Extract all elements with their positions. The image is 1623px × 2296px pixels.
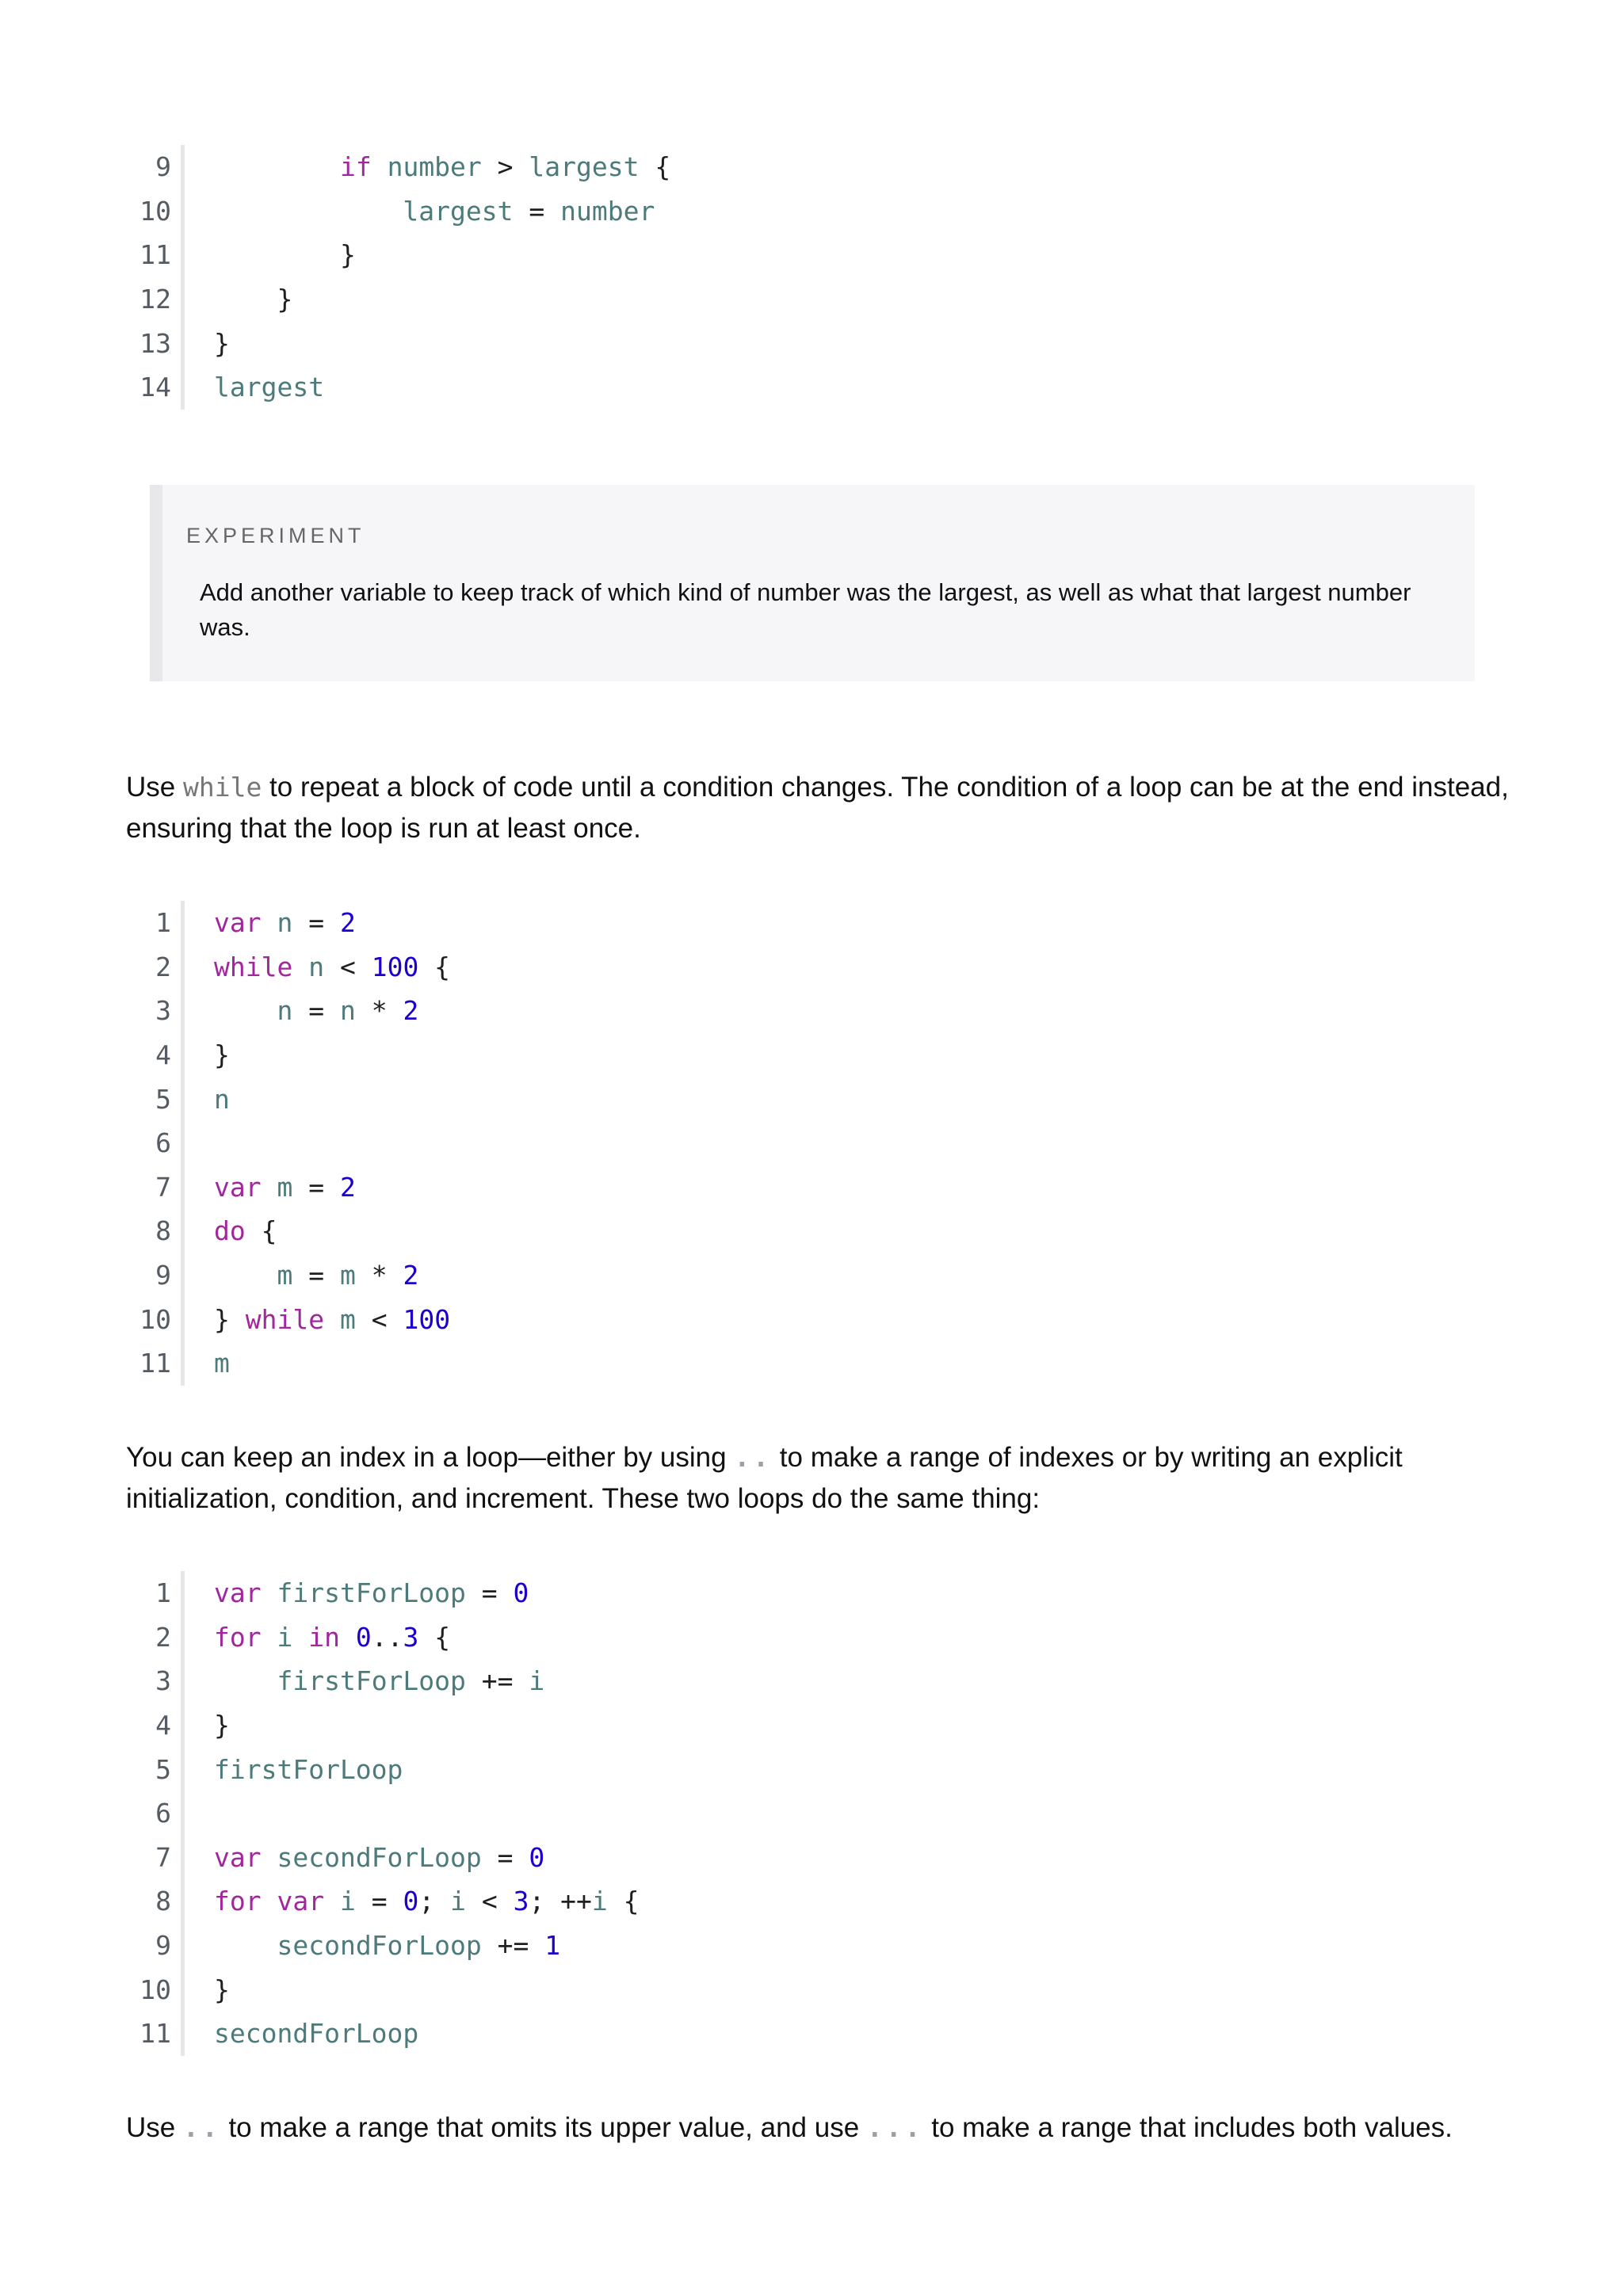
code-token [262, 907, 277, 938]
code-token: = [292, 995, 340, 1027]
gutter-divider [181, 189, 185, 234]
code-text [214, 284, 292, 315]
code-text [214, 1260, 418, 1291]
inline-code-half-open-range: .. [182, 2112, 221, 2143]
line-number: 9 [155, 151, 171, 183]
code-token [324, 1886, 340, 1917]
code-text [214, 907, 356, 938]
code-indent [214, 1260, 277, 1291]
code-token: firstForLoop [277, 1665, 466, 1697]
gutter-divider [181, 1703, 185, 1748]
code-text [214, 952, 450, 982]
code-text [214, 995, 418, 1026]
code-line [135, 189, 670, 234]
gutter-divider [181, 1879, 185, 1924]
code-indent [214, 239, 340, 270]
code-indent [214, 995, 277, 1026]
gutter-divider [181, 233, 185, 277]
inline-code-while: while [182, 772, 262, 803]
code-line [135, 1077, 450, 1121]
code-text [214, 2018, 418, 2049]
gutter-divider [181, 2012, 185, 2056]
code-line [135, 1033, 450, 1077]
line-number: 7 [155, 1171, 171, 1203]
paragraph-while: Use while to repeat a block of code until a condition changes. The condition of a loop can be at the end instead, ensuring that the loop is run at least once. [126, 772, 1509, 844]
code-text [214, 1304, 450, 1335]
line-number: 12 [139, 284, 171, 315]
gutter-divider [181, 1747, 185, 1791]
code-token: m [339, 1260, 356, 1291]
code-token: } [214, 327, 230, 359]
code-token [372, 151, 388, 182]
code-line [135, 1121, 450, 1165]
code-token: n [308, 951, 325, 982]
line-number: 3 [155, 1665, 171, 1697]
code-token: do [214, 1215, 246, 1247]
code-token: var [214, 1841, 262, 1873]
gutter-divider [181, 1033, 185, 1077]
code-token: 100 [371, 951, 419, 982]
code-token [324, 1304, 340, 1335]
code-token: = [292, 1171, 340, 1203]
code-token: m [214, 1348, 230, 1379]
inline-code-range: .. [734, 1442, 773, 1473]
code-text [214, 1710, 230, 1741]
code-token: { [245, 1215, 277, 1247]
code-token: += [481, 1930, 545, 1962]
line-number: 4 [155, 1039, 171, 1071]
line-number: 10 [139, 195, 171, 227]
code-text [214, 1842, 544, 1873]
code-token: = [292, 1260, 340, 1291]
code-token: { [639, 151, 671, 183]
code-token: 3 [403, 1621, 419, 1653]
code-line [135, 989, 450, 1033]
code-token: if [339, 151, 372, 183]
code-block-largest [135, 145, 670, 410]
line-number: 10 [139, 1303, 171, 1335]
code-token: m [277, 1171, 293, 1203]
line-number: 11 [139, 239, 171, 271]
line-number: 9 [155, 1260, 171, 1291]
code-token: 0 [529, 1841, 545, 1873]
gutter-divider [181, 1341, 185, 1386]
code-token: .. [371, 1621, 403, 1653]
code-line [135, 1341, 450, 1386]
code-line [135, 1659, 640, 1703]
code-token: m [339, 1303, 356, 1335]
code-token: = [513, 195, 561, 227]
code-token: var [277, 1886, 325, 1917]
code-line [135, 1747, 640, 1791]
code-token [340, 1622, 356, 1653]
code-line [135, 1924, 640, 1968]
code-token: } [214, 1974, 230, 2005]
code-token: 2 [403, 1260, 419, 1291]
code-token: i [277, 1621, 293, 1653]
gutter-divider [181, 365, 185, 410]
code-line [135, 1615, 640, 1660]
line-number: 14 [139, 372, 171, 403]
code-text [214, 239, 356, 270]
code-text [214, 1665, 544, 1696]
code-token: } [214, 1303, 246, 1335]
code-token: while [245, 1303, 325, 1335]
code-token: largest [403, 195, 514, 227]
code-block-for-loops [135, 1571, 640, 2056]
code-token: { [607, 1886, 640, 1917]
code-token: } [214, 1039, 230, 1071]
line-number: 8 [155, 1215, 171, 1247]
inline-code-closed-range: ... [866, 2112, 924, 2143]
code-token: < [355, 1303, 403, 1335]
code-text [214, 1930, 560, 1961]
code-token: secondForLoop [277, 1841, 482, 1873]
code-text [214, 151, 670, 182]
code-line [135, 1253, 450, 1298]
line-number: 11 [139, 2018, 171, 2050]
gutter-divider [181, 1121, 185, 1165]
gutter-divider [181, 321, 185, 365]
code-token: number [387, 151, 482, 183]
code-token: i [450, 1886, 466, 1917]
line-number: 11 [139, 1348, 171, 1379]
code-token: * [355, 1260, 403, 1291]
code-line [135, 2012, 640, 2056]
gutter-divider [181, 145, 185, 189]
line-number: 7 [155, 1841, 171, 1873]
code-token [292, 1622, 308, 1653]
line-number: 10 [139, 1974, 171, 2005]
code-token: 2 [339, 1171, 356, 1203]
code-token: for [214, 1621, 262, 1653]
code-token [262, 1577, 277, 1608]
gutter-divider [181, 1165, 185, 1210]
code-token: 100 [403, 1303, 451, 1335]
line-number: 5 [155, 1753, 171, 1785]
code-token: for [214, 1886, 262, 1917]
code-token: } [339, 239, 356, 271]
line-number: 1 [155, 1577, 171, 1609]
gutter-divider [181, 1836, 185, 1880]
code-token [262, 1886, 277, 1917]
code-token: = [465, 1577, 514, 1609]
code-token: ; [418, 1886, 451, 1917]
code-token: in [308, 1621, 340, 1653]
code-token: m [277, 1260, 293, 1291]
code-text [214, 1348, 230, 1379]
code-token: n [277, 907, 293, 939]
line-number: 5 [155, 1083, 171, 1115]
code-token: < [324, 951, 372, 982]
code-token: n [339, 995, 356, 1027]
experiment-text: Add another variable to keep track of which kind of number was the largest, as well as what that largest number was. [200, 578, 1411, 641]
code-token: largest [529, 151, 640, 183]
gutter-divider [181, 945, 185, 990]
gutter-divider [181, 1615, 185, 1660]
code-token: 1 [544, 1930, 561, 1962]
code-text [214, 1577, 529, 1608]
code-token: } [277, 284, 293, 315]
code-token: var [214, 907, 262, 939]
code-line [135, 365, 670, 410]
line-number: 6 [155, 1127, 171, 1159]
gutter-divider [181, 1297, 185, 1341]
code-token: firstForLoop [214, 1753, 403, 1785]
code-line [135, 901, 450, 945]
gutter-divider [181, 989, 185, 1033]
code-token: var [214, 1171, 262, 1203]
code-token: = [481, 1841, 529, 1873]
code-token: firstForLoop [277, 1577, 466, 1609]
gutter-divider [181, 1253, 185, 1298]
line-number: 13 [139, 327, 171, 359]
line-number: 1 [155, 907, 171, 939]
code-token: var [214, 1577, 262, 1609]
code-line [135, 233, 670, 277]
code-token: * [355, 995, 403, 1027]
experiment-title: EXPERIMENT [186, 524, 365, 547]
code-indent [214, 196, 403, 227]
code-text [214, 1754, 403, 1785]
code-line [135, 321, 670, 365]
code-token: n [214, 1083, 230, 1115]
code-token: number [560, 195, 655, 227]
line-number: 6 [155, 1798, 171, 1829]
gutter-divider [181, 1571, 185, 1615]
code-token: secondForLoop [277, 1930, 482, 1962]
code-text [214, 1215, 277, 1246]
line-number: 2 [155, 951, 171, 982]
code-token: 2 [403, 995, 419, 1027]
code-token: += [465, 1665, 529, 1697]
code-token: < [465, 1886, 514, 1917]
code-token: 2 [339, 907, 356, 939]
code-token: 0 [513, 1577, 529, 1609]
code-line [135, 1571, 640, 1615]
code-text [214, 1039, 230, 1070]
code-line [135, 145, 670, 189]
code-token [262, 1622, 277, 1653]
code-token: { [418, 951, 451, 982]
gutter-divider [181, 1077, 185, 1121]
code-token: { [418, 1621, 451, 1653]
gutter-divider [181, 1659, 185, 1703]
code-token: = [355, 1886, 403, 1917]
line-number: 8 [155, 1886, 171, 1917]
line-number: 4 [155, 1710, 171, 1741]
code-token: > [481, 151, 529, 183]
code-token [292, 952, 308, 982]
code-line [135, 1791, 640, 1836]
line-number: 9 [155, 1930, 171, 1962]
paragraph-range: Use .. to make a range that omits its upper value, and use ... to make a range that includes both values. [126, 2112, 1453, 2143]
paragraph-index: You can keep an index in a loop—either by using .. to make a range of indexes or by writing an explicit initialization, condition, and increment. These two loops do the same thing: [126, 1442, 1403, 1514]
code-token: i [339, 1886, 356, 1917]
code-line [135, 1165, 450, 1210]
code-token: 0 [355, 1621, 372, 1653]
code-text [214, 1974, 230, 2005]
code-token [262, 1842, 277, 1873]
code-line [135, 945, 450, 990]
code-token: i [529, 1665, 545, 1697]
code-line [135, 1209, 450, 1253]
code-line [135, 1836, 640, 1880]
line-number: 2 [155, 1621, 171, 1653]
code-text [214, 1622, 450, 1653]
code-line [135, 1967, 640, 2012]
code-line [135, 1879, 640, 1924]
gutter-divider [181, 277, 185, 322]
gutter-divider [181, 1924, 185, 1968]
code-text [214, 1886, 640, 1917]
code-token: ; ++ [529, 1886, 592, 1917]
code-line [135, 277, 670, 322]
gutter-divider [181, 1967, 185, 2012]
code-text [214, 1172, 356, 1203]
line-number: 3 [155, 995, 171, 1027]
gutter-divider [181, 901, 185, 945]
code-token: 0 [403, 1886, 419, 1917]
code-token: } [214, 1710, 230, 1741]
code-line [135, 1703, 640, 1748]
code-indent [214, 284, 277, 315]
code-text [214, 328, 230, 359]
code-token: secondForLoop [214, 2018, 419, 2050]
code-indent [214, 1665, 277, 1696]
code-text [214, 196, 655, 227]
code-token: = [292, 907, 340, 939]
code-indent [214, 1930, 277, 1961]
gutter-divider [181, 1791, 185, 1836]
code-indent [214, 151, 340, 182]
code-line [135, 1297, 450, 1341]
code-token [262, 1172, 277, 1203]
code-text [214, 372, 324, 402]
gutter-divider [181, 1209, 185, 1253]
code-token: n [277, 995, 293, 1027]
code-block-while-loops [135, 901, 450, 1386]
code-token: i [591, 1886, 608, 1917]
code-token: 3 [513, 1886, 529, 1917]
code-text [214, 1084, 230, 1115]
code-token: largest [214, 372, 325, 403]
code-token: while [214, 951, 293, 982]
